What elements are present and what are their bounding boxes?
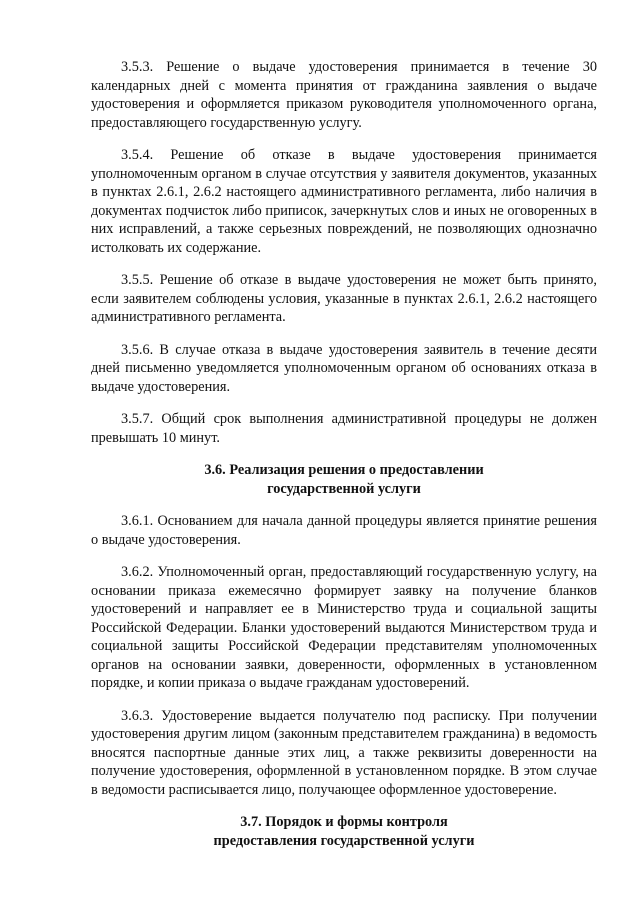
document-body — [91, 58, 597, 864]
section-heading-3-7-line2: предоставления государственной услуги — [213, 832, 475, 849]
paragraph-3-6-3: 3.6.3. Удостоверение выдается получателю под расписку. При получении удостоверения другим лицом (законным представителем гражданина) в ведомость вносятся паспортные данные этих лиц, а также реквизиты доверенности на получение удостоверения, оформленной в установленном порядке. В этом случае в ведомости расписывается лицо, получающее оформленное удостоверение. — [91, 707, 597, 798]
paragraph-3-5-3: 3.5.3. Решение о выдаче удостоверения принимается в течение 30 календарных дней с момента принятия от гражданина заявления о выдаче удостоверения и оформляется приказом руководителя уполномоченного органа, предоставляющего государственную услугу. — [91, 59, 597, 131]
paragraph-3-5-7: 3.5.7. Общий срок выполнения административной процедуры не должен превышать 10 минут. — [91, 411, 597, 446]
paragraph-3-5-6: 3.5.6. В случае отказа в выдаче удостоверения заявитель в течение десяти дней письменно уведомляется уполномоченным органом об основаниях отказа в выдаче удостоверения. — [91, 341, 597, 395]
paragraph-3-6-2: 3.6.2. Уполномоченный орган, предоставляющий государственную услугу, на основании приказа ежемесячно формирует заявку на получение бланков удостоверений и направляет ее в Министерство труда и социальной защиты Российской Федерации. Бланки удостоверений выдаются Министерством труда и социальной защиты Российской Федерации представителям уполномоченных органов на основании заявки, доверенности, оформленных в установленном порядке, и копии приказа о выдаче гражданам удостоверений. — [91, 564, 597, 691]
paragraph-3-5-4: 3.5.4. Решение об отказе в выдаче удостоверения принимается уполномоченным органом в случае отсутствия у заявителя документов, указанных в пунктах 2.6.1, 2.6.2 настоящего административного регламента, либо наличия в документах подчисток либо приписок, зачеркнутых слов и иных не оговоренных в них исправлений, а также серьезных повреждений, не позволяющих однозначно истолковать их содержание. — [91, 147, 597, 256]
section-heading-3-6-line2: государственной услуги — [267, 480, 421, 497]
paragraph-3-6-1: 3.6.1. Основанием для начала данной процедуры является принятие решения о выдаче удостоверения. — [91, 513, 597, 548]
section-heading-3-6-line1: 3.6. Реализация решения о предоставлении — [204, 462, 484, 478]
section-heading-3-6 — [91, 461, 597, 498]
section-heading-3-7 — [91, 813, 597, 850]
section-heading-3-7-line1: 3.7. Порядок и формы контроля — [240, 814, 448, 830]
paragraph-3-5-5: 3.5.5. Решение об отказе в выдаче удостоверения не может быть принято, если заявителем соблюдены условия, указанные в пунктах 2.6.1, 2.6.2 настоящего административного регламента. — [91, 272, 597, 325]
